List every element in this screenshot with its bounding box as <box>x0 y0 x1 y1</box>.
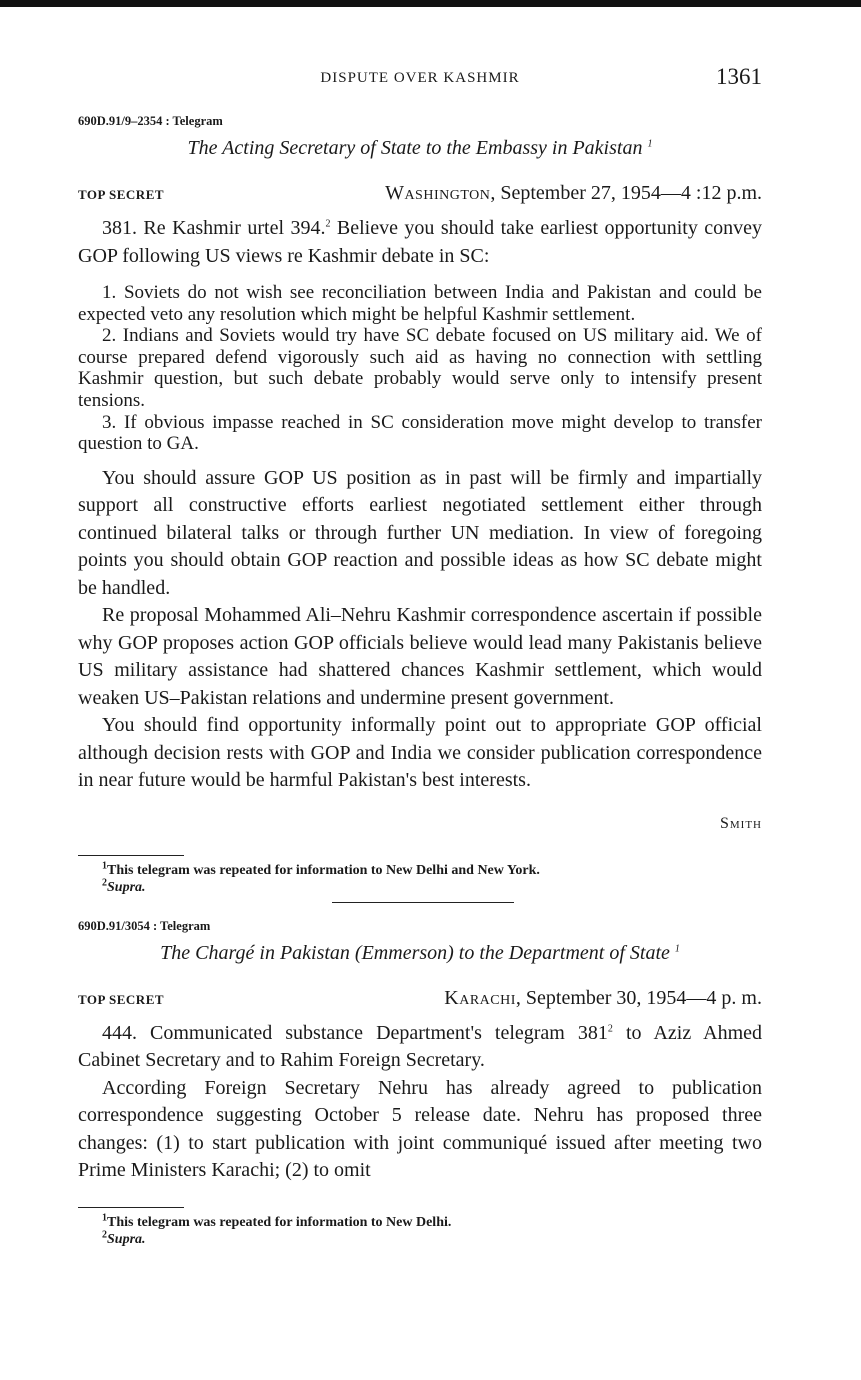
classification-label: TOP SECRET <box>78 187 165 202</box>
paragraph: According Foreign Secretary Nehru has already agreed to publication correspondence suggesting October 5 release date. Nehru has proposed three changes: (1) to start publication with joint communiqué issued after meeting two Prime Ministers Karachi; (2) to omit <box>78 1076 762 1182</box>
footnote-mark: 2 <box>102 1229 107 1241</box>
document-title <box>78 137 762 160</box>
footnote-mark: 2 <box>102 877 107 889</box>
footnotes <box>78 862 762 896</box>
footnote <box>102 1231 762 1248</box>
paragraph: You should assure GOP US position as in past will be firmly and impartially support all constructive efforts earliest negotiated settlement either through continued bilateral talks or through further UN mediation. In view of foregoing points you should obtain GOP reaction and possible ideas as how SC debate might be handled. <box>78 466 762 599</box>
footnote-text: Supra. <box>107 1231 146 1247</box>
footnote <box>102 879 762 896</box>
footnote-text: This telegram was repeated for information to New Delhi and New York. <box>107 862 540 878</box>
footnote-text: Supra. <box>107 879 146 895</box>
paragraph: You should find opportunity informally point out to appropriate GOP official although decision rests with GOP and India we consider publication correspondence in near future would be harmful Pakistan's best interests. <box>78 714 762 792</box>
paragraph <box>78 215 762 270</box>
paragraph: Re proposal Mohammed Ali–Nehru Kashmir correspondence ascertain if possible why GOP proposes action GOP officials believe would lead many Pakistanis believe US military assistance had shattered chances Kashmir settlement, which would weaken US–Pakistan relations and undermine present government. <box>78 604 762 709</box>
footnote-ref: 2 <box>325 218 331 230</box>
scan-top-edge <box>0 0 861 7</box>
document-page <box>78 62 762 1248</box>
running-head: DISPUTE OVER KASHMIR <box>320 70 520 86</box>
document-title-text: The Chargé in Pakistan (Emmerson) to the Department of State <box>160 941 670 964</box>
date-time: , September 27, 1954—4 :12 p.m. <box>490 182 762 204</box>
footnote-rule <box>78 1207 184 1208</box>
document-title <box>78 942 762 965</box>
list-item: 2. Indians and Soviets would try have SC debate focused on US military aid. We of course prepared defend vigorously such aid as having no connection with settling Kashmir question, but such debate probably would serve only to intensify present tensions. <box>78 325 762 411</box>
place-date <box>444 987 762 1010</box>
footnote-mark: 1 <box>102 1212 107 1224</box>
footnote-rule <box>78 855 184 856</box>
paragraph-text: 381. Re Kashmir urtel 394. <box>102 217 326 239</box>
paragraph-text: Believe you should take earliest opportunity convey GOP following US views re Kashmir debate in SC: <box>78 217 762 267</box>
section-divider <box>332 902 514 903</box>
footnote <box>102 862 762 879</box>
list-item: 3. If obvious impasse reached in SC consideration move might develop to transfer question to GA. <box>78 411 762 455</box>
dateline <box>78 182 762 205</box>
place-name: Karachi <box>444 986 516 1009</box>
document-1 <box>78 114 762 896</box>
date-time: , September 30, 1954—4 p. m. <box>515 986 762 1009</box>
document-id: 690D.91/9–2354 : Telegram <box>78 114 223 128</box>
signature: Smith <box>719 814 762 832</box>
dateline <box>78 987 762 1010</box>
document-title-text: The Acting Secretary of State to the Embassy in Pakistan <box>187 137 643 159</box>
paragraph-text: to Aziz Ahmed Cabinet Secretary and to Rahim Foreign Secretary. <box>78 1021 763 1072</box>
paragraph-text: 444. Communicated substance Department's telegram 381 <box>102 1021 608 1044</box>
paragraph <box>78 1020 762 1075</box>
page-header <box>78 62 762 98</box>
footnote-ref: 2 <box>607 1023 613 1035</box>
list-item: 1. Soviets do not wish see reconciliation between India and Pakistan and could be expected veto any resolution which might be helpful Kashmir settlement. <box>78 282 762 325</box>
footnote-text: This telegram was repeated for information to New Delhi. <box>107 1214 452 1230</box>
footnote-ref: 1 <box>674 943 680 955</box>
page-number: 1361 <box>716 64 762 89</box>
document-id: 690D.91/3054 : Telegram <box>78 918 211 933</box>
place-date <box>385 182 762 205</box>
footnote <box>102 1214 762 1231</box>
footnote-mark: 1 <box>102 860 107 872</box>
document-2 <box>78 919 762 1248</box>
place-name: Washington <box>385 182 491 204</box>
footnotes <box>78 1214 762 1248</box>
footnote-ref: 1 <box>647 138 653 150</box>
numbered-points <box>78 282 762 455</box>
classification-label: TOP SECRET <box>78 991 165 1007</box>
